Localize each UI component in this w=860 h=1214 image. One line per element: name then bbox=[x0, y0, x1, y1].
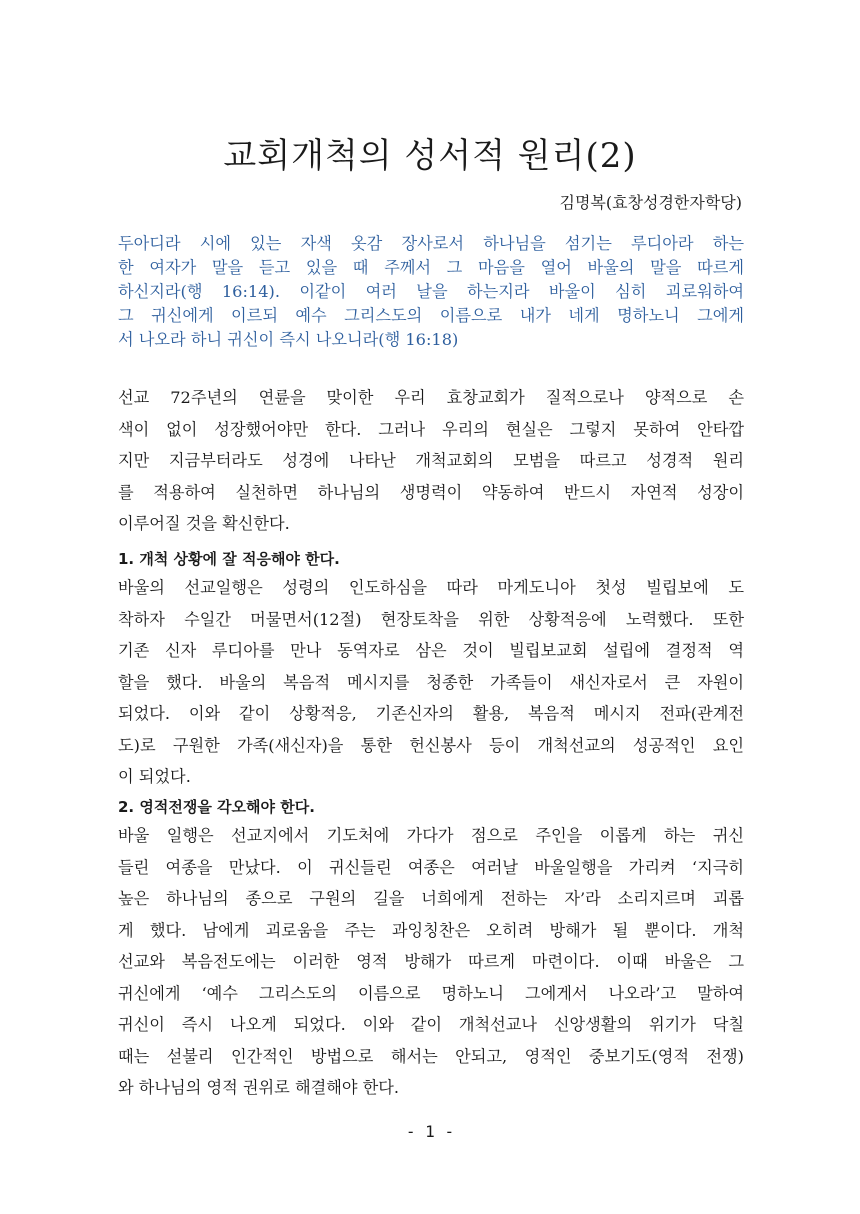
page-title: 교회개척의 성서적 원리(2) bbox=[223, 136, 637, 176]
section-paragraph bbox=[118, 820, 744, 1104]
verse-line: 두아디라 시에 있는 자색 옷감 장사로서 하나님을 섬기는 루디아라 하는 bbox=[118, 234, 744, 253]
verse-line: 한 여자가 말을 듣고 있을 때 주께서 그 마음을 열어 바울의 말을 따르게 bbox=[118, 258, 744, 277]
paragraph-line: 선교와 복음전도에는 이러한 영적 방해가 따르게 마련이다. 이때 바울은 그 bbox=[118, 952, 744, 971]
paragraph-line: 할을 했다. 바울의 복음적 메시지를 청종한 가족들이 새신자로서 큰 자원이 bbox=[118, 672, 744, 692]
verse-line: 그 귀신에게 이르되 예수 그리스도의 이름으로 내가 네게 명하노니 그에게 bbox=[118, 306, 744, 325]
section-1 bbox=[118, 546, 744, 793]
verse-line: 서 나오라 하니 귀신이 즉시 나오니라(행 16:18) bbox=[118, 330, 459, 349]
section-heading: 1. 개척 상황에 잘 적응해야 한다. bbox=[118, 550, 340, 568]
section-2 bbox=[118, 794, 744, 1104]
scripture-quote bbox=[118, 232, 744, 352]
paragraph-line: 되었다. 이와 같이 상황적응, 기존신자의 활용, 복음적 메시지 전파(관계전 bbox=[118, 704, 744, 723]
verse-line: 하신지라(행 16:14). 이같이 여러 날을 하는지라 바울이 심히 괴로워하여 bbox=[118, 282, 744, 301]
intro-line: 를 적용하여 실천하면 하나님의 생명력이 약동하여 반드시 자연적 성장이 bbox=[118, 482, 744, 502]
paragraph-line: 이 되었다. bbox=[118, 767, 191, 786]
intro-paragraph bbox=[118, 382, 744, 540]
paragraph-line: 바울의 선교일행은 성령의 인도하심을 따라 마게도니아 첫성 빌립보에 도 bbox=[118, 578, 744, 597]
paragraph-line: 착하자 수일간 머물면서(12절) 현장토착을 위한 상황적응에 노력했다. 또한 bbox=[118, 609, 744, 629]
section-paragraph bbox=[118, 572, 744, 793]
intro-line: 색이 없이 성장했어야만 한다. 그러나 우리의 현실은 그렇지 못하여 안타깝 bbox=[118, 419, 744, 439]
intro-line: 지만 지금부터라도 성경에 나타난 개척교회의 모범을 따르고 성경적 원리 bbox=[118, 451, 744, 470]
intro-line: 이루어질 것을 확신한다. bbox=[118, 514, 290, 533]
paragraph-line: 높은 하나님의 종으로 구원의 길을 너희에게 전하는 자’라 소리지르며 괴롭 bbox=[118, 889, 744, 908]
paragraph-line: 와 하나님의 영적 권위로 해결해야 한다. bbox=[118, 1078, 400, 1097]
paragraph-line: 게 했다. 남에게 괴로움을 주는 과잉칭찬은 오히려 방해가 될 뿐이다. 개척 bbox=[118, 920, 744, 940]
paragraph-line: 귀신에게 ‘예수 그리스도의 이름으로 명하노니 그에게서 나오라’고 말하여 bbox=[118, 983, 744, 1003]
page-number: - 1 - bbox=[405, 1122, 455, 1141]
section-heading: 2. 영적전쟁을 각오해야 한다. bbox=[118, 798, 315, 816]
paragraph-line: 때는 섣불리 인간적인 방법으로 해서는 안되고, 영적인 중보기도(영적 전쟁) bbox=[118, 1046, 744, 1066]
paragraph-line: 들린 여종을 만났다. 이 귀신들린 여종은 여러날 바울일행을 가리켜 ‘지극히 bbox=[118, 857, 744, 877]
paragraph-line: 바울 일행은 선교지에서 기도처에 가다가 점으로 주인을 이롭게 하는 귀신 bbox=[118, 826, 744, 845]
author-line: 김명복(효창성경한자학당) bbox=[559, 193, 742, 212]
paragraph-line: 기존 신자 루디아를 만나 동역자로 삼은 것이 빌립보교회 설립에 결정적 역 bbox=[118, 641, 744, 660]
paragraph-line: 귀신이 즉시 나오게 되었다. 이와 같이 개척선교나 신앙생활의 위기가 닥칠 bbox=[118, 1015, 744, 1034]
paragraph-line: 도)로 구원한 가족(새신자)을 통한 헌신봉사 등이 개척선교의 성공적인 요인 bbox=[118, 735, 744, 755]
intro-line: 선교 72주년의 연륜을 맞이한 우리 효창교회가 질적으로나 양적으로 손 bbox=[118, 388, 744, 407]
